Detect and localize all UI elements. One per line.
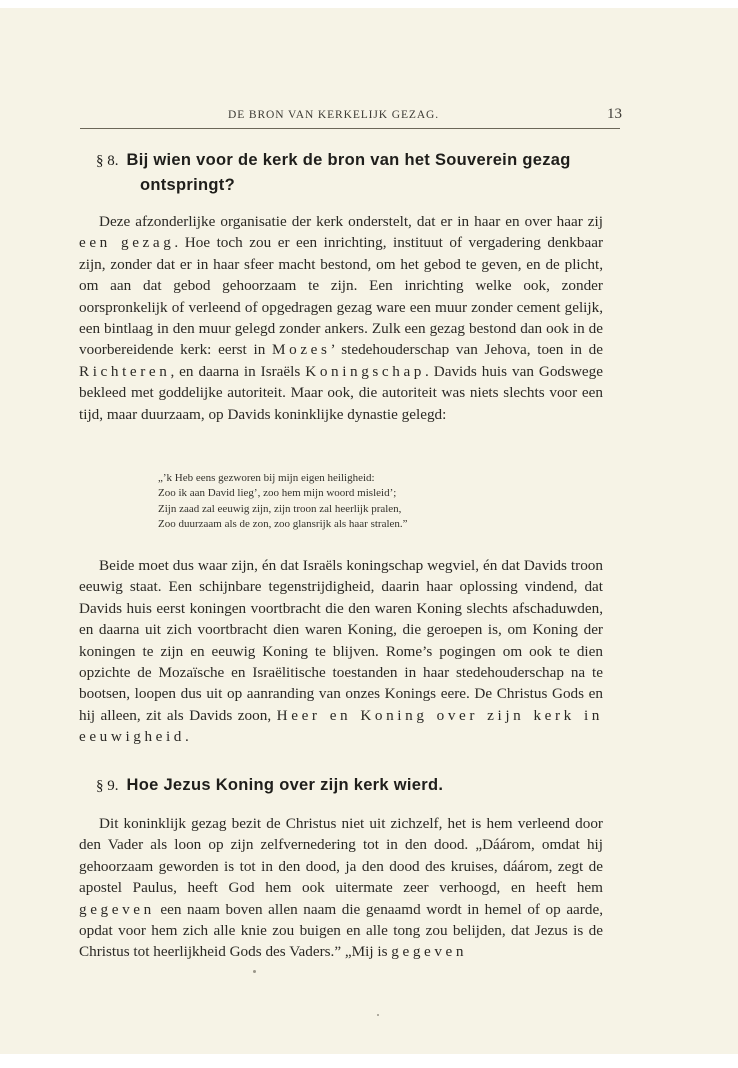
- text-run: , en daarna in Israëls: [170, 362, 306, 380]
- text-run: ’ stedehouderschap van Jehova, toen in de: [330, 341, 603, 359]
- emphasis-text: Koningschap: [305, 362, 425, 380]
- section-9-paragraph-1: [79, 813, 603, 963]
- paper-speck: [377, 1014, 379, 1016]
- verse-line: Zoo duurzaam als de zon, zoo glansrijk als haar stralen.”: [158, 517, 408, 530]
- page-number: 13: [607, 106, 622, 122]
- text-run: .: [185, 728, 189, 746]
- emphasis-text: Mozes: [272, 341, 331, 359]
- emphasis-text: gegeven: [79, 900, 155, 918]
- book-page: [0, 8, 738, 1054]
- verse-line: Zijn zaad zal eeuwig zijn, zijn troon zal heerlijk pralen,: [158, 502, 402, 515]
- text-run: Deze afzonderlijke organisatie der kerk onderstelt, dat er in haar en over haar zij: [99, 213, 603, 230]
- emphasis-text: Richteren: [79, 362, 171, 380]
- paper-speck: [253, 970, 256, 973]
- section-9-number: § 9.: [96, 778, 119, 794]
- text-run: Dit koninklijk gezag bezit de Christus niet uit zichzelf, het is hem verleend door den Vader als loon op zijn zelfvernedering tot in den dood. „Dáárom, omdat hij gehoorzaam geworden is tot in den dood, ja den dood des kruises, dáárom, zegt de apostel Paulus, heeft God hem ook uitermate zeer verhoogd, en heeft hem: [79, 815, 603, 897]
- section-8-paragraph-2: [79, 555, 603, 748]
- verse-quote: [158, 471, 558, 532]
- emphasis-text: een gezag: [79, 234, 175, 252]
- text-run: . Davids huis van Godswege bekleed met goddelijke autoriteit. Maar ook, die autoriteit was niets slechts voor een tijd, maar duurzaam, op Davids koninklijke dynastie gelegd:: [79, 362, 603, 423]
- section-9-title: Hoe Jezus Koning over zijn kerk wierd.: [126, 776, 444, 794]
- emphasis-text: gegeven: [391, 943, 468, 961]
- emphasis-text: Heer en Koning over zijn kerk in eeuwigheid: [79, 706, 603, 746]
- section-8-title: Bij wien voor de kerk de bron van het Souverein gezag ontspringt?: [126, 151, 571, 194]
- verse-line: „’k Heb eens gezworen bij mijn eigen heiligheid:: [158, 472, 375, 484]
- running-header: [80, 106, 620, 129]
- text-run: . Hoe toch zou er een inrichting, instituut of vergadering denkbaar zijn, zonder dat er in haar sfeer macht bestond, om het gebod te geven, en de plicht, om aan dat gebod gehoorzaam te zijn. Een inrichting welke ook, zonder oorspronkelijk of verleend of opgedragen gezag ware een muur zonder cement gelijk, een bintlaag in den muur gelegd zonder ankers. Zulk een gezag bestond dan ook in de voorbereidende kerk: eerst in: [79, 234, 603, 359]
- section-8-paragraph-1: [79, 211, 603, 425]
- text-run: Beide moet dus waar zijn, én dat Israëls koningschap wegviel, én dat Davids troon eeuwig staat. Een schijnbare tegenstrijdigheid, daarin haar oplossing vindend, dat Davids huis eerst koningen voortbracht die den waren Koning slechts afschaduwden, en daarna uit zich voortbracht dien waren Koning, die geroepen is, om Koning der koningen te zijn en eeuwig Koning te blijven. Rome’s pogingen om ook te dien opzichte de Mozaïsche en Israëlitische toestanden in haar stedehouderschap na te bootsen, loopen dus uit op aanranding van onzes Konings eere. De Christus Gods en hij alleen, zit als Davids zoon,: [79, 557, 603, 724]
- section-9-heading: [96, 774, 616, 797]
- section-8-number: § 8.: [96, 153, 119, 169]
- verse-line: Zoo ik aan David lieg’, zoo hem mijn woord misleid’;: [158, 487, 397, 500]
- running-title: DE BRON VAN KERKELIJK GEZAG.: [228, 109, 440, 121]
- section-8-heading: [96, 148, 616, 198]
- text-run: een naam boven allen naam die genaamd wordt in hemel of op aarde, opdat voor hem zich alle knie zou buigen en alle tong zou belijden, dat Jezus is de Christus tot heerlijkheid Gods des Vaders.” „Mij is: [79, 900, 603, 961]
